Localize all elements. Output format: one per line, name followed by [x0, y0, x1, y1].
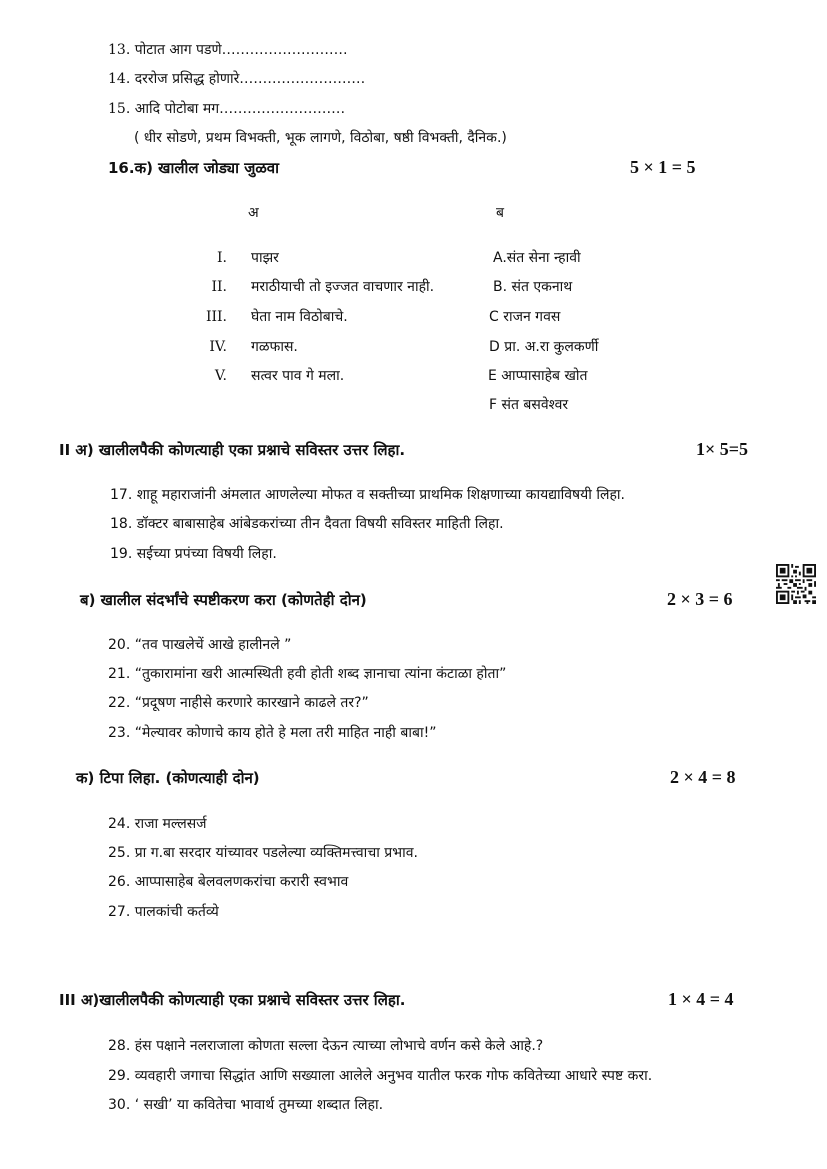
- section-2c-marks: 2 × 4 = 8: [670, 767, 736, 787]
- question-28: 28. हंस पक्षाने नलराजाला कोणता सल्ला देऊन त्याच्या लोभाचे वर्णन कसे केले आहे.?: [108, 1038, 544, 1054]
- left-item: मराठीयाची तो इज्जत वाचणार नाही.: [251, 279, 435, 295]
- left-roman: V.: [214, 368, 227, 384]
- question-24: 24. राजा मल्लसर्ज: [108, 816, 207, 832]
- question-20: 20. “तव पाखलेचें आखे हालीनले ”: [108, 637, 292, 653]
- question-number: 15.: [108, 101, 131, 117]
- left-item: सत्वर पाव गे मला.: [251, 368, 345, 384]
- question-26: 26. आप्पासाहेब बेलवलणकरांचा करारी स्वभाव: [108, 874, 349, 890]
- question-15: [108, 100, 345, 118]
- right-item: D प्रा. अ.रा कुलकर्णी: [489, 339, 599, 355]
- options-13-15: ( धीर सोडणे, प्रथम विभक्ती, भूक लागणे, विठोबा, षष्ठी विभक्ती, दैनिक.): [134, 130, 507, 146]
- question-13: [108, 41, 348, 59]
- question-22: 22. “प्रदूषण नाहीसे करणारे कारखाने काढले तर?”: [108, 695, 369, 711]
- question-27: 27. पालकांची कर्तव्ये: [108, 904, 219, 920]
- right-item: A.संत सेना न्हावी: [493, 250, 581, 266]
- question-text: पोटात आग पडणे………………………: [134, 42, 348, 58]
- question-25: 25. प्रा ग.बा सरदार यांच्यावर पडलेल्या व्यक्तिमत्त्वाचा प्रभाव.: [108, 845, 418, 861]
- right-item: F संत बसवेश्वर: [489, 397, 569, 413]
- question-29: 29. व्यवहारी जगाचा सिद्धांत आणि सख्याला आलेले अनुभव यातील फरक गोफ कवितेच्या आधारे स्पष्ट करा.: [108, 1068, 653, 1084]
- question-18: 18. डॉक्टर बाबासाहेब आंबेडकरांच्या तीन दैवता विषयी सविस्तर माहिती लिहा.: [110, 516, 504, 532]
- question-23: 23. “मेल्यावर कोणाचे काय होते हे मला तरी माहित नाही बाबा!”: [108, 725, 437, 741]
- right-item: C राजन गवस: [489, 309, 561, 325]
- question-number: 14.: [108, 71, 131, 87]
- left-item: गळफास.: [251, 339, 298, 355]
- column-a-heading: अ: [248, 205, 259, 221]
- section-2a-marks: 1× 5=5: [696, 439, 749, 459]
- question-17: 17. शाहू महाराजांनी अंमलात आणलेल्या मोफत व सक्तीच्या प्राथमिक शिक्षणाच्या कायद्याविषयी लिहा.: [110, 487, 625, 503]
- question-number: 13.: [108, 42, 131, 58]
- q16-title: 16.क) खालील जोड्या जुळवा: [108, 159, 279, 177]
- left-item: घेता नाम विठोबाचे.: [251, 309, 348, 325]
- question-text: दररोज प्रसिद्ध होणारे………………………: [134, 71, 366, 87]
- section-3a-title: III अ)खालीलपैकी कोणत्याही एका प्रश्नाचे सविस्तर उत्तर लिहा.: [59, 991, 406, 1009]
- left-roman: III.: [205, 309, 227, 325]
- question-19: 19. सईच्या प्रपंच्या विषयी लिहा.: [110, 546, 277, 562]
- left-roman: IV.: [209, 339, 227, 355]
- question-14: [108, 70, 365, 88]
- section-2b-title: ब) खालील संदर्भांचे स्पष्टीकरण करा (कोणतेही दोन): [80, 591, 367, 609]
- right-item: B. संत एकनाथ: [493, 279, 573, 295]
- section-2c-title: क) टिपा लिहा. (कोणत्याही दोन): [76, 769, 260, 787]
- column-b-heading: ब: [496, 205, 504, 221]
- q16-marks: 5 × 1 = 5: [630, 157, 696, 177]
- section-3a-marks: 1 × 4 = 4: [668, 989, 734, 1009]
- right-item: E आप्पासाहेब खोत: [488, 368, 588, 384]
- left-item: पाझर: [251, 250, 279, 266]
- left-roman: II.: [211, 279, 227, 295]
- left-roman: I.: [217, 250, 227, 266]
- section-2a-title: II अ) खालीलपैकी कोणत्याही एका प्रश्नाचे सविस्तर उत्तर लिहा.: [59, 441, 406, 459]
- question-text: आदि पोटोबा मग………………………: [134, 101, 346, 117]
- question-30: 30. ‘ सखी’ या कवितेचा भावार्थ तुमच्या शब्दात लिहा.: [108, 1097, 384, 1113]
- qr-code-icon: [776, 564, 816, 604]
- section-2b-marks: 2 × 3 = 6: [667, 589, 733, 609]
- question-21: 21. “तुकारामांना खरी आत्मस्थिती हवी होती शब्द ज्ञानाचा त्यांना कंटाळा होता”: [108, 666, 507, 682]
